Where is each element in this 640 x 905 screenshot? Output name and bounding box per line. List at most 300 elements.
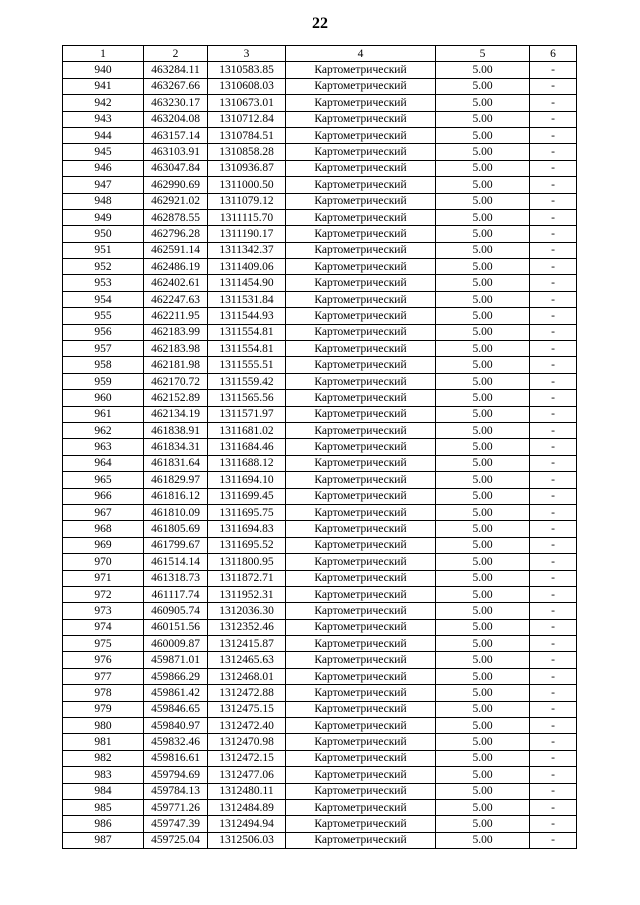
table-cell: 5.00 <box>436 668 530 684</box>
table-cell: Картометрический <box>286 373 436 389</box>
table-cell: - <box>530 373 577 389</box>
table-cell: 972 <box>63 586 144 602</box>
table-row <box>63 242 577 258</box>
table-cell: Картометрический <box>286 226 436 242</box>
table-cell: - <box>530 78 577 94</box>
table-cell: - <box>530 62 577 78</box>
table-cell: 5.00 <box>436 127 530 143</box>
table-cell: Картометрический <box>286 406 436 422</box>
table-cell: 462183.98 <box>144 341 208 357</box>
table-cell: 462486.19 <box>144 259 208 275</box>
table-cell: - <box>530 603 577 619</box>
table-row <box>63 537 577 553</box>
table-row <box>63 406 577 422</box>
table-cell: - <box>530 455 577 471</box>
table-cell: Картометрический <box>286 308 436 324</box>
table-row <box>63 668 577 684</box>
table-cell: 5.00 <box>436 78 530 94</box>
table-cell: 5.00 <box>436 341 530 357</box>
table-cell: 947 <box>63 177 144 193</box>
table-cell: 459866.29 <box>144 668 208 684</box>
table-cell: 463284.11 <box>144 62 208 78</box>
table-cell: - <box>530 521 577 537</box>
table-row <box>63 718 577 734</box>
table-cell: 463103.91 <box>144 144 208 160</box>
table-cell: 1311531.84 <box>208 291 286 307</box>
table-row <box>63 832 577 848</box>
table-cell: Картометрический <box>286 701 436 717</box>
table-body <box>63 62 577 849</box>
table-cell: 961 <box>63 406 144 422</box>
table-cell: 1311681.02 <box>208 422 286 438</box>
table-cell: 5.00 <box>436 701 530 717</box>
table-cell: 462247.63 <box>144 291 208 307</box>
table-row <box>63 521 577 537</box>
table-row <box>63 144 577 160</box>
table-cell: 951 <box>63 242 144 258</box>
table-cell: 462134.19 <box>144 406 208 422</box>
table-cell: 461838.91 <box>144 422 208 438</box>
column-header: 4 <box>286 46 436 62</box>
table-cell: 967 <box>63 504 144 520</box>
table-cell: - <box>530 160 577 176</box>
table-row <box>63 62 577 78</box>
table-row <box>63 586 577 602</box>
table-cell: Картометрический <box>286 259 436 275</box>
table-cell: 949 <box>63 209 144 225</box>
table-cell: 5.00 <box>436 308 530 324</box>
page-number: 22 <box>312 15 328 32</box>
table-row <box>63 750 577 766</box>
table-row <box>63 701 577 717</box>
table-cell: - <box>530 308 577 324</box>
table-cell: 5.00 <box>436 554 530 570</box>
table-cell: - <box>530 750 577 766</box>
table-cell: - <box>530 816 577 832</box>
table-cell: 1311000.50 <box>208 177 286 193</box>
table-cell: 1312484.89 <box>208 799 286 815</box>
table-row <box>63 439 577 455</box>
table-row <box>63 504 577 520</box>
table-cell: - <box>530 209 577 225</box>
table-cell: - <box>530 242 577 258</box>
table-row <box>63 226 577 242</box>
table-row <box>63 177 577 193</box>
table-cell: 1310936.87 <box>208 160 286 176</box>
table-cell: - <box>530 767 577 783</box>
table-row <box>63 455 577 471</box>
table-cell: - <box>530 144 577 160</box>
table-row <box>63 816 577 832</box>
table-row <box>63 636 577 652</box>
table-cell: 978 <box>63 685 144 701</box>
table-cell: Картометрический <box>286 570 436 586</box>
table-row <box>63 259 577 275</box>
table-cell: 1312477.06 <box>208 767 286 783</box>
table-row <box>63 357 577 373</box>
table-cell: - <box>530 472 577 488</box>
table-row <box>63 685 577 701</box>
table-row <box>63 324 577 340</box>
table-cell: 461117.74 <box>144 586 208 602</box>
table-cell: 459747.39 <box>144 816 208 832</box>
table-cell: 1312480.11 <box>208 783 286 799</box>
table-cell: 1310583.85 <box>208 62 286 78</box>
table-cell: 5.00 <box>436 324 530 340</box>
table-cell: Картометрический <box>286 783 436 799</box>
table-cell: 1312352.46 <box>208 619 286 635</box>
table-cell: - <box>530 390 577 406</box>
table-cell: 976 <box>63 652 144 668</box>
table-cell: 1312415.87 <box>208 636 286 652</box>
table-cell: - <box>530 619 577 635</box>
table-cell: 5.00 <box>436 636 530 652</box>
table-cell: - <box>530 685 577 701</box>
table-cell: 957 <box>63 341 144 357</box>
table-cell: 5.00 <box>436 718 530 734</box>
table-row <box>63 95 577 111</box>
table-cell: 1310858.28 <box>208 144 286 160</box>
table-row <box>63 734 577 750</box>
table-cell: 1312470.98 <box>208 734 286 750</box>
table-cell: 982 <box>63 750 144 766</box>
table-cell: 1311694.83 <box>208 521 286 537</box>
table-cell: 987 <box>63 832 144 848</box>
coordinates-table <box>62 45 577 849</box>
table-cell: - <box>530 636 577 652</box>
table-cell: Картометрический <box>286 750 436 766</box>
table-cell: 1311554.81 <box>208 324 286 340</box>
table-cell: 462796.28 <box>144 226 208 242</box>
table-cell: - <box>530 259 577 275</box>
table-cell: Картометрический <box>286 472 436 488</box>
table-cell: - <box>530 586 577 602</box>
column-header: 6 <box>530 46 577 62</box>
table-cell: 966 <box>63 488 144 504</box>
table-cell: Картометрический <box>286 767 436 783</box>
table-cell: 974 <box>63 619 144 635</box>
table-cell: 981 <box>63 734 144 750</box>
table-cell: 461799.67 <box>144 537 208 553</box>
table-cell: 962 <box>63 422 144 438</box>
table-cell: 5.00 <box>436 652 530 668</box>
table-cell: 5.00 <box>436 144 530 160</box>
table-cell: 968 <box>63 521 144 537</box>
table-cell: 5.00 <box>436 767 530 783</box>
table-cell: 971 <box>63 570 144 586</box>
table-cell: 461816.12 <box>144 488 208 504</box>
table-cell: 980 <box>63 718 144 734</box>
table-cell: 459832.46 <box>144 734 208 750</box>
table-cell: 462921.02 <box>144 193 208 209</box>
table-cell: 462152.89 <box>144 390 208 406</box>
table-cell: 5.00 <box>436 422 530 438</box>
table-row <box>63 554 577 570</box>
table-cell: 5.00 <box>436 193 530 209</box>
table-cell: Картометрический <box>286 193 436 209</box>
table-cell: 943 <box>63 111 144 127</box>
table-cell: 1312506.03 <box>208 832 286 848</box>
table-cell: 463267.66 <box>144 78 208 94</box>
table-cell: Картометрический <box>286 554 436 570</box>
table-cell: Картометрический <box>286 209 436 225</box>
table-cell: 5.00 <box>436 242 530 258</box>
table-cell: 1311872.71 <box>208 570 286 586</box>
table-cell: 5.00 <box>436 439 530 455</box>
table-cell: - <box>530 799 577 815</box>
table-row <box>63 652 577 668</box>
table-cell: 462990.69 <box>144 177 208 193</box>
table-cell: 462402.61 <box>144 275 208 291</box>
table-cell: 5.00 <box>436 111 530 127</box>
table-cell: 973 <box>63 603 144 619</box>
table-cell: - <box>530 357 577 373</box>
table-row <box>63 488 577 504</box>
table-cell: 459816.61 <box>144 750 208 766</box>
table-row <box>63 308 577 324</box>
table-cell: 5.00 <box>436 390 530 406</box>
table-cell: Картометрический <box>286 636 436 652</box>
table-cell: 1312494.94 <box>208 816 286 832</box>
table-row <box>63 390 577 406</box>
table-cell: 1311342.37 <box>208 242 286 258</box>
table-cell: 460905.74 <box>144 603 208 619</box>
table-cell: 1312472.88 <box>208 685 286 701</box>
table-row <box>63 472 577 488</box>
table-cell: 459846.65 <box>144 701 208 717</box>
table-cell: Картометрический <box>286 668 436 684</box>
table-cell: Картометрический <box>286 95 436 111</box>
column-header: 3 <box>208 46 286 62</box>
table-cell: - <box>530 439 577 455</box>
table-cell: 461834.31 <box>144 439 208 455</box>
table-cell: 5.00 <box>436 832 530 848</box>
table-cell: 5.00 <box>436 537 530 553</box>
column-header: 5 <box>436 46 530 62</box>
table-cell: - <box>530 537 577 553</box>
table-cell: 1311409.06 <box>208 259 286 275</box>
table-cell: 1310712.84 <box>208 111 286 127</box>
table-cell: - <box>530 652 577 668</box>
table-cell: Картометрический <box>286 275 436 291</box>
table-cell: 1310673.01 <box>208 95 286 111</box>
table-cell: Картометрический <box>286 357 436 373</box>
table-cell: 1312475.15 <box>208 701 286 717</box>
table-cell: Картометрический <box>286 799 436 815</box>
table-cell: 461831.64 <box>144 455 208 471</box>
table-cell: - <box>530 570 577 586</box>
table-cell: 1311684.46 <box>208 439 286 455</box>
table-cell: 1311554.81 <box>208 341 286 357</box>
table-cell: Картометрический <box>286 390 436 406</box>
table-cell: 954 <box>63 291 144 307</box>
table-cell: 965 <box>63 472 144 488</box>
table-row <box>63 209 577 225</box>
table-cell: Картометрический <box>286 619 436 635</box>
table-row <box>63 275 577 291</box>
table-cell: - <box>530 177 577 193</box>
table-cell: - <box>530 111 577 127</box>
table-cell: 1311190.17 <box>208 226 286 242</box>
table-cell: 946 <box>63 160 144 176</box>
table-cell: 944 <box>63 127 144 143</box>
table-row <box>63 111 577 127</box>
table-cell: 5.00 <box>436 750 530 766</box>
table-cell: 462183.99 <box>144 324 208 340</box>
table-cell: 1312465.63 <box>208 652 286 668</box>
table-cell: - <box>530 422 577 438</box>
table-row <box>63 193 577 209</box>
table-row <box>63 373 577 389</box>
table-cell: 459840.97 <box>144 718 208 734</box>
table-cell: 5.00 <box>436 160 530 176</box>
table-cell: 960 <box>63 390 144 406</box>
header-row <box>63 46 577 62</box>
table-row <box>63 160 577 176</box>
table-cell: 1311800.95 <box>208 554 286 570</box>
table-cell: - <box>530 193 577 209</box>
table-cell: 5.00 <box>436 177 530 193</box>
table-cell: 5.00 <box>436 488 530 504</box>
table-cell: - <box>530 324 577 340</box>
table-cell: - <box>530 701 577 717</box>
table-cell: Картометрический <box>286 504 436 520</box>
table-cell: Картометрический <box>286 718 436 734</box>
table-cell: 5.00 <box>436 291 530 307</box>
table-cell: 5.00 <box>436 472 530 488</box>
table-cell: 460009.87 <box>144 636 208 652</box>
table-header <box>63 46 577 62</box>
table-cell: 5.00 <box>436 373 530 389</box>
table-cell: Картометрический <box>286 144 436 160</box>
table-cell: Картометрический <box>286 341 436 357</box>
table-cell: 1311688.12 <box>208 455 286 471</box>
table-cell: 953 <box>63 275 144 291</box>
table-cell: 5.00 <box>436 209 530 225</box>
table-cell: 461829.97 <box>144 472 208 488</box>
table-cell: Картометрический <box>286 521 436 537</box>
table-cell: Картометрический <box>286 291 436 307</box>
table-row <box>63 619 577 635</box>
table-cell: Картометрический <box>286 242 436 258</box>
table-cell: 945 <box>63 144 144 160</box>
table-cell: 461514.14 <box>144 554 208 570</box>
table-cell: 959 <box>63 373 144 389</box>
table-cell: 5.00 <box>436 734 530 750</box>
table-cell: 5.00 <box>436 504 530 520</box>
table-cell: - <box>530 275 577 291</box>
table-cell: 1312472.40 <box>208 718 286 734</box>
table-row <box>63 767 577 783</box>
table-cell: Картометрический <box>286 734 436 750</box>
table-cell: 955 <box>63 308 144 324</box>
table-cell: 459861.42 <box>144 685 208 701</box>
column-header: 1 <box>63 46 144 62</box>
table-cell: - <box>530 783 577 799</box>
table-cell: - <box>530 554 577 570</box>
table-cell: Картометрический <box>286 127 436 143</box>
table-cell: - <box>530 734 577 750</box>
table-cell: Картометрический <box>286 160 436 176</box>
table-cell: 1312036.30 <box>208 603 286 619</box>
table-cell: 459771.26 <box>144 799 208 815</box>
table-cell: 1311454.90 <box>208 275 286 291</box>
table-row <box>63 570 577 586</box>
table-cell: - <box>530 832 577 848</box>
table-cell: 1311699.45 <box>208 488 286 504</box>
table-cell: 5.00 <box>436 603 530 619</box>
column-header: 2 <box>144 46 208 62</box>
table-cell: 1310608.03 <box>208 78 286 94</box>
table-cell: 5.00 <box>436 62 530 78</box>
table-cell: - <box>530 504 577 520</box>
table-row <box>63 783 577 799</box>
table-cell: - <box>530 341 577 357</box>
table-cell: 5.00 <box>436 783 530 799</box>
table-cell: 1311559.42 <box>208 373 286 389</box>
table-cell: 983 <box>63 767 144 783</box>
table-cell: 463047.84 <box>144 160 208 176</box>
table-cell: 942 <box>63 95 144 111</box>
table-cell: 461318.73 <box>144 570 208 586</box>
table-cell: 1311695.52 <box>208 537 286 553</box>
table-row <box>63 799 577 815</box>
table-cell: 5.00 <box>436 619 530 635</box>
table-cell: Картометрический <box>286 324 436 340</box>
table-cell: 1311695.75 <box>208 504 286 520</box>
table-row <box>63 341 577 357</box>
table-cell: 1311571.97 <box>208 406 286 422</box>
table-cell: 5.00 <box>436 95 530 111</box>
table-cell: Картометрический <box>286 78 436 94</box>
table-cell: 459725.04 <box>144 832 208 848</box>
table-cell: 964 <box>63 455 144 471</box>
table-cell: - <box>530 226 577 242</box>
table-cell: 5.00 <box>436 406 530 422</box>
table-cell: Картометрический <box>286 537 436 553</box>
table-cell: 956 <box>63 324 144 340</box>
table-cell: 977 <box>63 668 144 684</box>
table-cell: - <box>530 668 577 684</box>
table-cell: 979 <box>63 701 144 717</box>
table-cell: 952 <box>63 259 144 275</box>
table-cell: 463230.17 <box>144 95 208 111</box>
table-cell: 1311544.93 <box>208 308 286 324</box>
table-cell: 963 <box>63 439 144 455</box>
table-row <box>63 78 577 94</box>
table-cell: - <box>530 127 577 143</box>
table-cell: 459784.13 <box>144 783 208 799</box>
table-cell: - <box>530 488 577 504</box>
table-cell: 986 <box>63 816 144 832</box>
table-cell: 461810.09 <box>144 504 208 520</box>
table-cell: - <box>530 291 577 307</box>
table-cell: Картометрический <box>286 177 436 193</box>
table-cell: Картометрический <box>286 62 436 78</box>
table-cell: 5.00 <box>436 455 530 471</box>
table-cell: 5.00 <box>436 259 530 275</box>
table-cell: 5.00 <box>436 816 530 832</box>
table-cell: 1311565.56 <box>208 390 286 406</box>
table-cell: 970 <box>63 554 144 570</box>
table-cell: 5.00 <box>436 586 530 602</box>
table-cell: 463157.14 <box>144 127 208 143</box>
table-row <box>63 291 577 307</box>
table-cell: 462878.55 <box>144 209 208 225</box>
table-cell: 463204.08 <box>144 111 208 127</box>
table-cell: Картометрический <box>286 488 436 504</box>
table-cell: 5.00 <box>436 275 530 291</box>
